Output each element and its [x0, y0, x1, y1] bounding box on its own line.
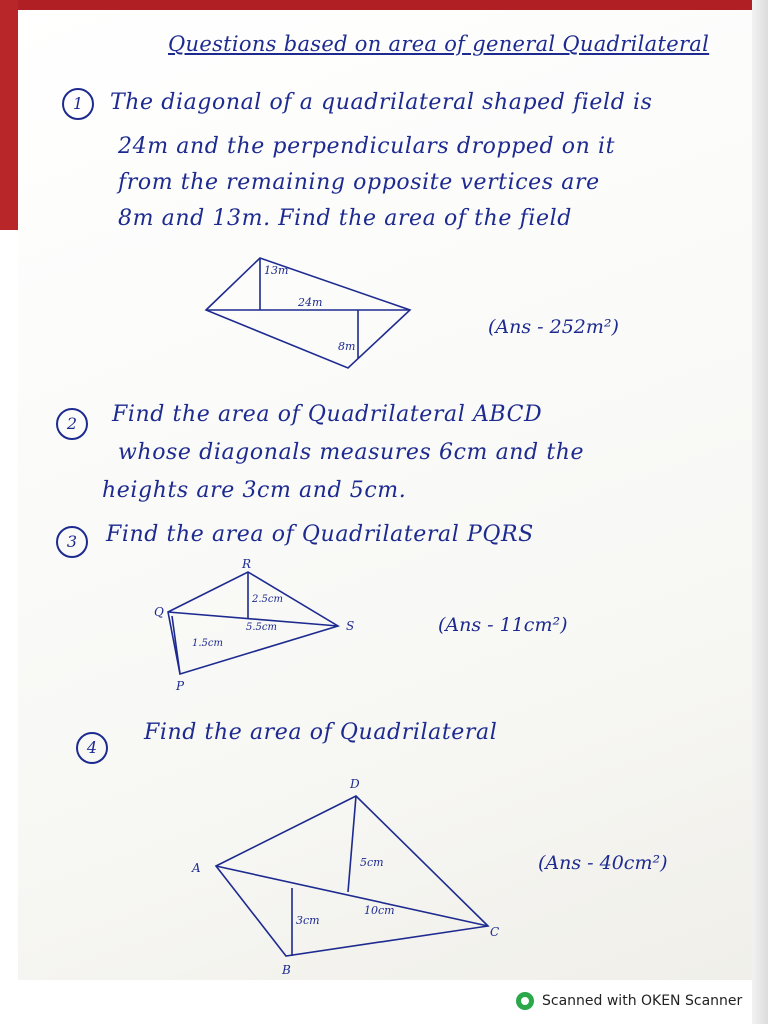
desk-edge-left	[0, 0, 18, 230]
q3-label-5-5cm: 5.5cm	[246, 622, 277, 633]
q3-figure-diagram	[138, 558, 368, 692]
page-shadow-right	[752, 0, 768, 1024]
q2-line-3: heights are 3cm and 5cm.	[102, 478, 407, 503]
q4-vertex-a: A	[192, 861, 201, 875]
scanner-watermark-text: Scanned with OKEN Scanner	[542, 993, 743, 1009]
q3-line-1: Find the area of Quadrilateral PQRS	[106, 522, 534, 547]
page-title: Questions based on area of general Quadrilateral	[168, 32, 710, 56]
q3-vertex-q: Q	[154, 605, 164, 619]
q1-answer: (Ans - 252m²)	[488, 316, 619, 338]
q1-line-2: 24m and the perpendiculars dropped on it	[118, 134, 616, 159]
scanned-page	[18, 10, 752, 980]
q1-label-13m: 13m	[264, 264, 289, 277]
question-number-1: 1	[62, 88, 94, 120]
scanner-watermark	[516, 990, 742, 1012]
q3-height-p	[172, 616, 180, 674]
q2-line-1: Find the area of Quadrilateral ABCD	[112, 402, 543, 427]
q1-label-24m: 24m	[298, 296, 323, 309]
q4-answer: (Ans - 40cm²)	[538, 852, 668, 874]
q1-line-4: 8m and 13m. Find the area of the field	[118, 206, 572, 231]
q4-label-5cm: 5cm	[360, 856, 384, 869]
oken-scanner-logo-icon	[516, 992, 534, 1010]
question-number-2: 2	[56, 408, 88, 440]
q4-label-10cm: 10cm	[364, 904, 395, 917]
q1-figure-diagram	[198, 248, 438, 388]
q3-vertex-p: P	[176, 679, 185, 692]
q3-label-1-5cm: 1.5cm	[192, 638, 223, 649]
q3-vertex-r: R	[242, 558, 252, 571]
question-number-4: 4	[76, 732, 108, 764]
q3-label-2-5cm: 2.5cm	[252, 594, 283, 605]
q4-vertex-c: C	[490, 925, 500, 939]
q4-quadrilateral	[216, 796, 488, 956]
q4-label-3cm: 3cm	[296, 914, 320, 927]
q3-vertex-s: S	[346, 619, 355, 633]
q4-height-d	[348, 796, 356, 892]
q1-label-8m: 8m	[338, 340, 356, 353]
q1-quadrilateral	[206, 258, 410, 368]
q4-diagonal-ac	[216, 866, 488, 926]
q1-line-3: from the remaining opposite vertices are	[118, 170, 600, 195]
q1-line-1: The diagonal of a quadrilateral shaped field is	[110, 90, 653, 115]
q4-figure-diagram	[184, 768, 504, 980]
q2-line-2: whose diagonals measures 6cm and the	[118, 440, 585, 465]
q4-vertex-d: D	[350, 777, 360, 791]
question-number-3: 3	[56, 526, 88, 558]
q4-line-1: Find the area of Quadrilateral	[144, 720, 498, 745]
q4-vertex-b: B	[282, 963, 291, 977]
q3-answer: (Ans - 11cm²)	[438, 614, 568, 636]
